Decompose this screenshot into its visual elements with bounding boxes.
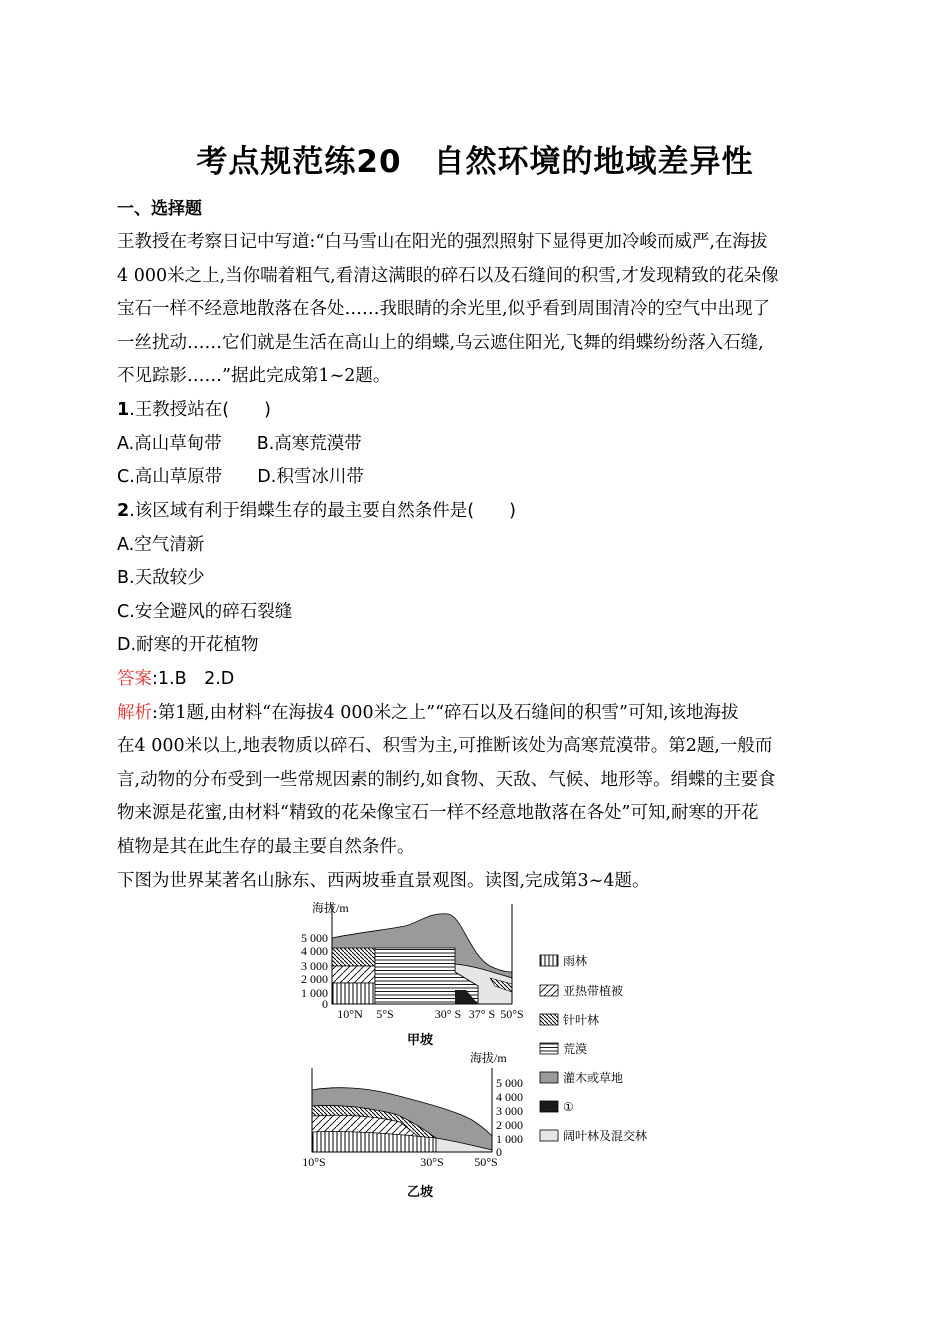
legend-swatch-unknown: [540, 1101, 558, 1112]
analysis-line: 言,动物的分布受到一些常规因素的制约,如食物、天敌、气候、地形等。绢蝶的主要食: [117, 770, 776, 790]
answer-text: :1.B 2.D: [152, 669, 235, 689]
page-title: 考点规范练20 自然环境的地域差异性: [196, 144, 754, 180]
band-coniferous: [332, 948, 375, 966]
top-ytick: 4 000: [301, 944, 328, 958]
top-ytick: 5 000: [301, 931, 328, 945]
legend-swatch-rainforest: [540, 955, 558, 966]
top-ylabel: 海拔/m: [312, 901, 349, 915]
bottom-ytick: 2 000: [496, 1118, 523, 1132]
bottom-caption: 乙坡: [406, 1184, 434, 1199]
q2-option: B.天敌较少: [117, 568, 205, 588]
question-number: 1: [117, 400, 130, 420]
analysis-text: :第1题,由材料“在海拔4 000米之上”“碎石以及石缝间的积雪”可知,该地海拔: [152, 703, 739, 723]
top-xtick: 37° S: [468, 1007, 496, 1021]
analysis-line: 物来源是花蜜,由材料“精致的花朵像宝石一样不经意地散落在各处”可知,耐寒的开花: [117, 803, 759, 823]
legend-label: 荒漠: [563, 1042, 588, 1056]
answer-label: 答案: [117, 669, 152, 689]
top-ytick: 0: [322, 997, 328, 1011]
passage1-line: 4 000米之上,当你喘着粗气,看清这满眼的碎石以及石缝间的积雪,才发现精致的花朵像: [117, 266, 779, 286]
legend-label: ①: [563, 1100, 574, 1114]
top-chart: [301, 900, 524, 1047]
legend: [540, 953, 647, 1143]
bottom-ytick: 4 000: [496, 1090, 523, 1104]
q2-option: D.耐寒的开花植物: [117, 635, 259, 655]
bottom-ytick: 1 000: [496, 1132, 523, 1146]
bottom-xtick: 10°S: [302, 1155, 326, 1169]
band-rainforest: [332, 983, 375, 1004]
top-ytick: 1 000: [301, 986, 328, 1000]
legend-swatch-broadleaf: [540, 1130, 558, 1141]
question-stem: .王教授站在( ): [129, 400, 271, 420]
passage2: 下图为世界某著名山脉东、西两坡垂直景观图。读图,完成第3~4题。: [117, 871, 650, 891]
q1-option-row: A.高山草甸带 B.高寒荒漠带: [117, 434, 362, 454]
legend-label: 灌木或草地: [563, 1071, 624, 1085]
top-xtick: 30° S: [434, 1007, 462, 1021]
legend-swatch-subtropical: [540, 985, 558, 996]
top-xtick: 5°S: [376, 1007, 394, 1021]
bottom-ytick: 0: [496, 1145, 502, 1159]
passage1-line: 王教授在考察日记中写道:“白马雪山在阳光的强烈照射下显得更加冷峻而威严,在海拔: [117, 232, 768, 252]
question-number: 2: [117, 501, 130, 521]
legend-swatch-coniferous: [540, 1014, 558, 1025]
top-ytick: 3 000: [301, 959, 328, 973]
passage1-line: 一丝扰动……它们就是生活在高山上的绢蝶,乌云遮住阳光,飞舞的绢蝶纷纷落入石缝,: [117, 333, 764, 353]
analysis-label: 解析: [117, 703, 152, 723]
bottom-ylabel: 海拔/m: [470, 1051, 507, 1065]
bottom-ytick: 3 000: [496, 1104, 523, 1118]
bottom-ytick: 5 000: [496, 1076, 523, 1090]
band-subtropical: [332, 966, 375, 983]
top-ytick: 2 000: [301, 972, 328, 986]
bottom-chart: [302, 1050, 523, 1199]
q2-option: A.空气清新: [117, 535, 205, 555]
bottom-xtick: 30°S: [420, 1155, 444, 1169]
analysis-line: 在4 000米以上,地表物质以碎石、积雪为主,可推断该处为高寒荒漠带。第2题,一般而: [117, 736, 773, 756]
top-xtick: 10°N: [337, 1007, 363, 1021]
legend-swatch-shrub: [540, 1072, 558, 1083]
passage1-line: 不见踪影……”据此完成第1~2题。: [117, 366, 391, 386]
top-caption: 甲坡: [406, 1032, 434, 1047]
section-heading: 一、选择题: [117, 199, 202, 219]
legend-swatch-desert: [540, 1043, 558, 1054]
legend-label: 雨林: [563, 954, 588, 968]
question-stem: .该区域有利于绢蝶生存的最主要自然条件是( ): [129, 501, 516, 521]
top-xtick: 50°S: [500, 1007, 524, 1021]
passage1-line: 宝石一样不经意地散落在各处……我眼睛的余光里,似乎看到周围清冷的空气中出现了: [117, 299, 771, 319]
analysis-line: 植物是其在此生存的最主要自然条件。: [117, 837, 415, 857]
q1-option-row: C.高山草原带 D.积雪冰川带: [117, 467, 364, 487]
legend-label: 亚热带植被: [563, 984, 624, 998]
legend-label: 针叶林: [563, 1013, 600, 1027]
legend-label: 阔叶林及混交林: [563, 1129, 648, 1143]
bottom-xtick: 50°S: [474, 1155, 498, 1169]
q2-option: C.安全避风的碎石裂缝: [117, 602, 293, 622]
